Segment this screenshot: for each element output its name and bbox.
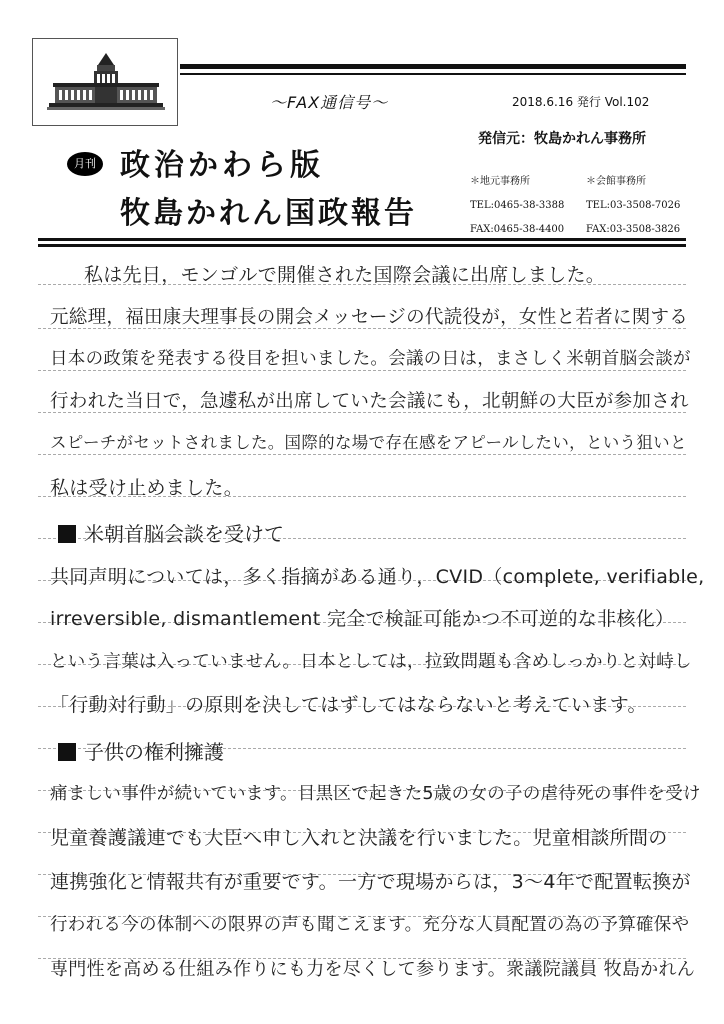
body-line: 行われる今の体制への限界の声も聞こえます。充分な人員配置の為の予算確保や: [50, 915, 690, 935]
section-heading-text: 子供の権利擁護: [84, 740, 224, 764]
body-line: 元総理，福田康夫理事長の開会メッセージの代読役が，女性と若者に関する: [50, 307, 689, 328]
hall-office-tel: TEL:03-3508-7026: [586, 200, 681, 211]
divider-rule: [38, 238, 686, 241]
body-line: 「行動対行動」の原則を決してはずしてはならないと考えています。: [50, 694, 647, 716]
section-heading: [58, 736, 224, 765]
local-office-tel: TEL:0465-38-3388: [470, 200, 565, 211]
body-line: スピーチがセットされました。国際的な場で存在感をアピールしたい，という狙いと: [50, 433, 687, 452]
hall-office-label: ＊会館事務所: [586, 176, 646, 187]
diet-building-logo: [32, 38, 178, 126]
header-rule-thick: [180, 64, 686, 69]
body-line: 日本の政策を発表する役目を担いました。会議の日は，まさしく米朝首脳会談が: [50, 349, 691, 369]
body-line: 連携強化と情報共有が重要です。一方で現場からは，3〜4年で配置転換が: [50, 871, 691, 893]
section-heading-text: 米朝首脳会談を受けて: [84, 522, 284, 546]
square-bullet-icon: [58, 743, 76, 761]
divider-rule: [38, 244, 686, 247]
monthly-badge: 月刊: [67, 152, 103, 176]
hall-office-fax: FAX:03-3508-3826: [586, 224, 681, 235]
issue-date-volume: 2018.6.16 発行 Vol.102: [512, 95, 650, 109]
local-office-label: ＊地元事務所: [470, 176, 530, 187]
body-line: という言葉は入っていません。日本としては，拉致問題も含めしっかりと対峙し: [50, 652, 692, 672]
section-heading: [58, 518, 284, 547]
body-line: 私は受け止めました。: [50, 477, 244, 499]
body-line: 児童養護議連でも大臣へ申し入れと決議を行いました。児童相談所間の: [50, 827, 668, 849]
fax-title: ～FAX通信号～: [270, 93, 389, 112]
ruled-line: [38, 370, 686, 371]
newsletter-title: 政治かわら版: [120, 148, 324, 183]
header-rule-thin: [180, 73, 686, 75]
body-line: irreversible, dismantlement 完全で検証可能かつ不可逆的な非核化）: [50, 608, 675, 630]
body-line: 痛ましい事件が続いています。目黒区で起きた5歳の女の子の虐待死の事件を受け: [50, 784, 701, 804]
sender: 発信元：牧島かれん事務所: [478, 131, 646, 147]
ruled-line: [38, 454, 686, 455]
body-line: 私は先日，モンゴルで開催された国際会議に出席しました。: [84, 264, 606, 286]
body-line: 行われた当日で，急遽私が出席していた会議にも，北朝鮮の大臣が参加され: [50, 391, 689, 412]
square-bullet-icon: [58, 525, 76, 543]
local-office-contact: [470, 170, 564, 242]
newsletter-subtitle: 牧島かれん国政報告: [120, 196, 417, 231]
diet-building-icon: [47, 51, 165, 113]
body-line: 共同声明については，多く指摘がある通り，CVID（complete, verifiable,: [50, 566, 705, 588]
hall-office-contact: [586, 170, 680, 242]
body-line: 専門性を高める仕組み作りにも力を尽くして参ります。衆議院議員 牧島かれん: [50, 959, 696, 980]
local-office-fax: FAX:0465-38-4400: [470, 224, 565, 235]
